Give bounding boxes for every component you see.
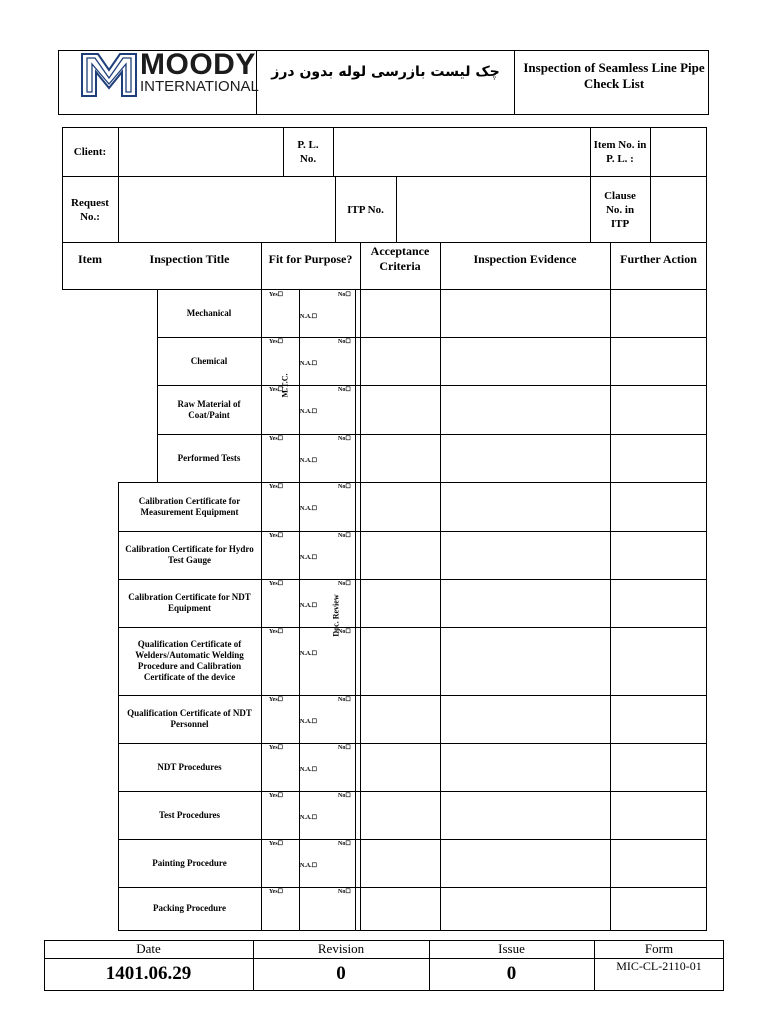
logo-main-text: MOODY [140,48,256,81]
option-no[interactable]: No☐ [338,484,351,490]
column-fit-for-purpose: Fit for Purpose? [268,251,353,266]
option-no[interactable]: No☐ [338,793,351,799]
option-na[interactable]: N.A.☐ [300,555,318,561]
row-title: Chemical [190,355,228,366]
clause-no-label: Clause No. in ITP [604,189,636,230]
row-title: Calibration Certificate for NDT Equipment [128,592,251,613]
row-title: Qualification Certificate of Welders/Automatic Welding Procedure and Calibration Certificate of the device [135,639,244,682]
request-no-label: Request No.: [71,196,109,223]
option-no[interactable]: No☐ [338,841,351,847]
option-yes[interactable]: Yes☐ [269,581,284,587]
option-yes[interactable]: Yes☐ [269,387,284,393]
option-no[interactable]: No☐ [338,745,351,751]
option-no[interactable]: No☐ [338,339,351,345]
pl-no-label: P. L. No. [297,138,319,165]
option-na[interactable]: N.A.☐ [300,458,318,464]
option-no[interactable]: No☐ [338,436,351,442]
option-yes[interactable]: Yes☐ [269,339,284,345]
option-na[interactable]: N.A.☐ [300,719,318,725]
option-yes[interactable]: Yes☐ [269,745,284,751]
option-no[interactable]: No☐ [338,292,351,298]
column-further-action: Further Action [620,251,697,266]
row-title: Mechanical [186,308,232,318]
column-acceptance-criteria: Acceptance Criteria [370,244,430,273]
option-no[interactable]: No☐ [338,889,351,895]
client-label: Client: [73,145,107,158]
title-persian: چک لیست بازرسی لوله بدون درز [271,64,500,80]
option-na[interactable]: N.A.☐ [300,506,318,512]
option-yes[interactable]: Yes☐ [269,484,284,490]
title-english: Inspection of Seamless Line Pipe Check List [523,60,705,91]
row-title: Painting Procedure [152,857,227,868]
option-na[interactable]: N.A.☐ [300,767,318,773]
column-item: Item [78,251,102,266]
option-yes[interactable]: Yes☐ [269,436,284,442]
row-title: Test Procedures [158,809,221,820]
item-no-label: Item No. in P. L. : [593,138,647,165]
footer-issue-value: 0 [506,963,517,984]
option-yes[interactable]: Yes☐ [269,533,284,539]
option-yes[interactable]: Yes☐ [269,793,284,799]
footer-issue-label: Issue [498,941,525,956]
row-title: Calibration Certificate for Measurement Equipment [138,495,241,517]
option-na[interactable]: N.A.☐ [300,651,318,657]
option-yes[interactable]: Yes☐ [269,697,284,703]
option-yes[interactable]: Yes☐ [269,629,284,635]
footer-form-value: MIC-CL-2110-01 [616,959,702,973]
option-no[interactable]: No☐ [338,533,351,539]
row-title: Qualification Certificate of NDT Personnel [127,708,252,729]
footer-date-value: 1401.06.29 [105,963,192,984]
row-title: Raw Material of Coat/Paint [177,398,241,420]
option-yes[interactable]: Yes☐ [269,889,284,895]
option-na[interactable]: N.A.☐ [300,314,318,320]
option-no[interactable]: No☐ [338,581,351,587]
footer-revision-value: 0 [336,963,346,984]
column-inspection-title: Inspection Title [149,251,230,266]
itp-no-label: ITP No. [347,203,384,216]
logo-sub-text: INTERNATIONAL [140,78,259,95]
option-na[interactable]: N.A.☐ [300,815,318,821]
option-na[interactable]: N.A.☐ [300,863,318,869]
column-inspection-evidence: Inspection Evidence [473,251,577,266]
row-title: NDT Procedures [157,761,222,772]
footer-form-label: Form [644,941,674,956]
row-title: Packing Procedure [153,903,226,913]
option-yes[interactable]: Yes☐ [269,292,284,298]
option-no[interactable]: No☐ [338,697,351,703]
option-no[interactable]: No☐ [338,629,351,635]
group-label-mtc: M.T.C. [280,372,290,398]
footer-revision-label: Revision [317,941,365,956]
option-no[interactable]: No☐ [338,387,351,393]
option-na[interactable]: N.A.☐ [300,603,318,609]
option-na[interactable]: N.A.☐ [300,409,318,415]
option-na[interactable]: N.A.☐ [300,361,318,367]
group-label-doc-review: Doc. Review [331,593,341,637]
footer-date-label: Date [136,941,161,956]
row-title: Calibration Certificate for Hydro Test Gauge [125,544,254,565]
row-title: Performed Tests [177,452,241,463]
option-yes[interactable]: Yes☐ [269,841,284,847]
